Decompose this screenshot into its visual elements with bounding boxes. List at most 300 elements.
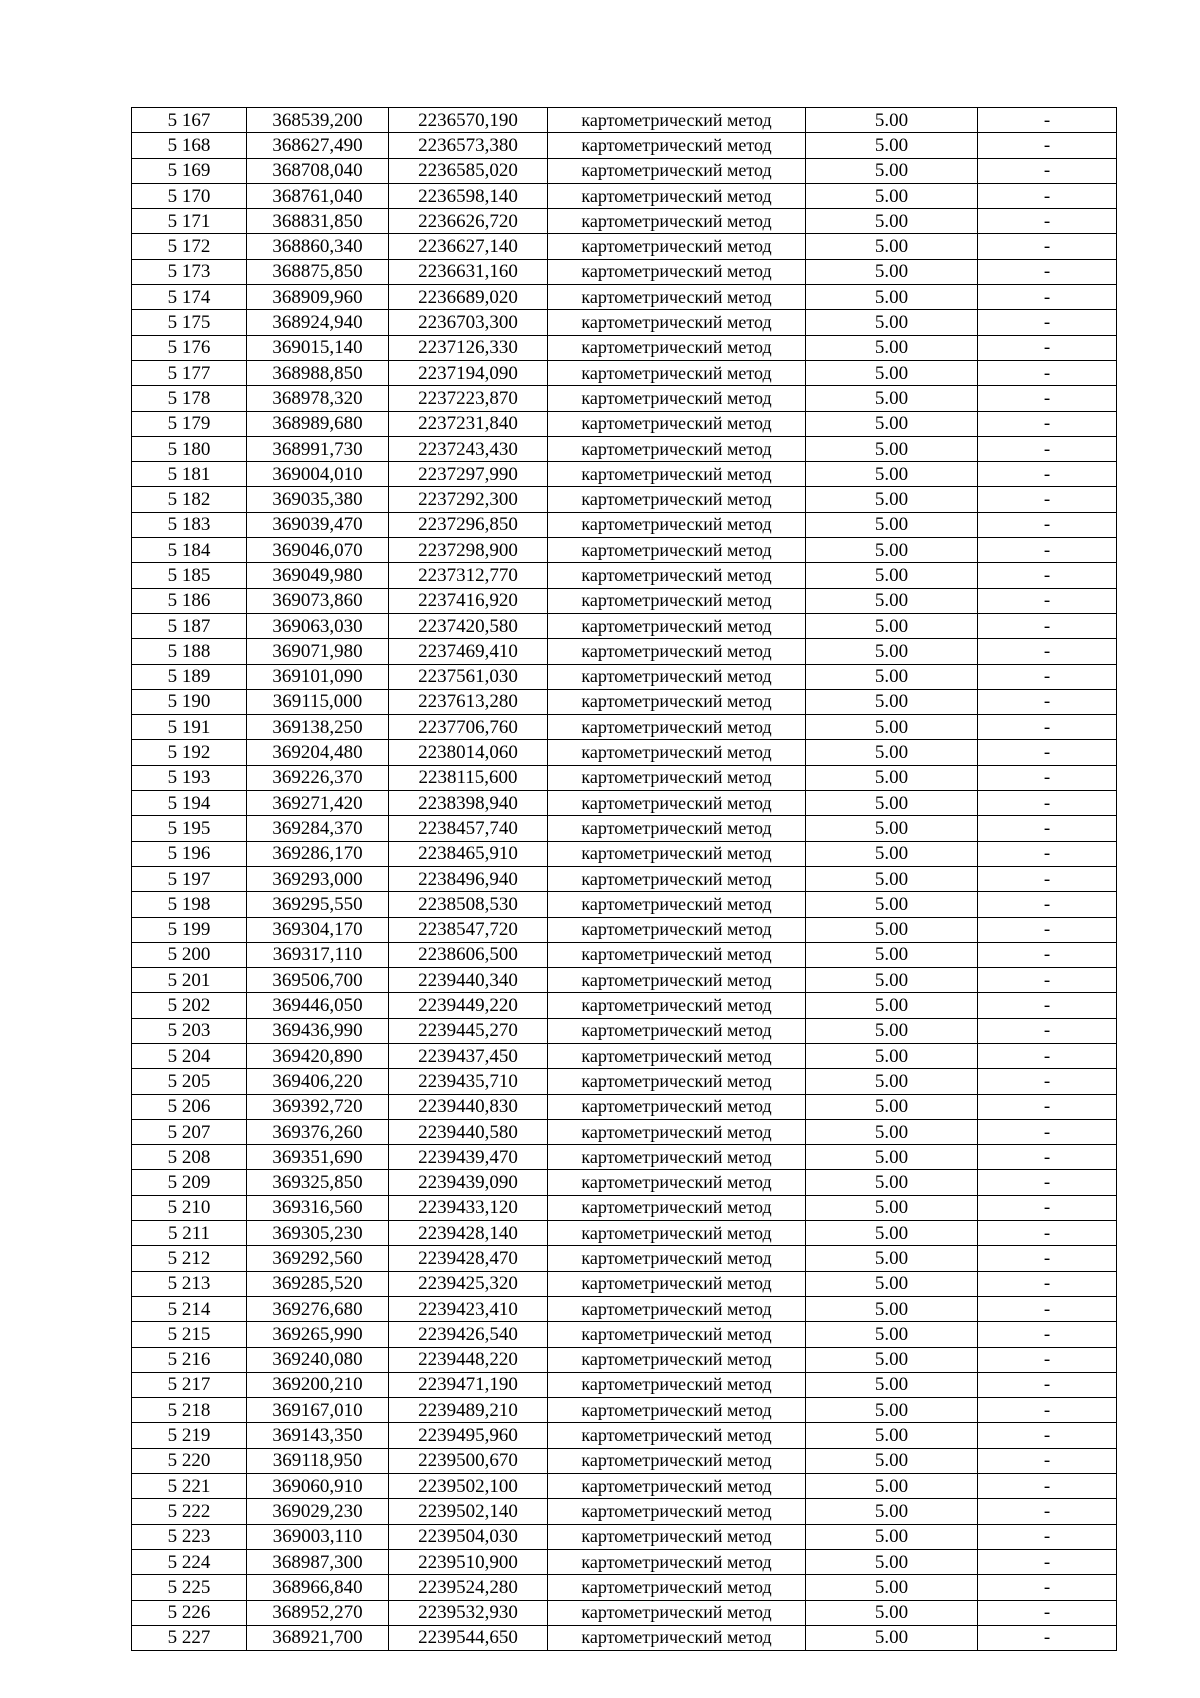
point-number-cell: 5 210 xyxy=(132,1195,247,1220)
description-cell: - xyxy=(978,1474,1117,1499)
x-coordinate-cell: 368987,300 xyxy=(247,1549,389,1574)
y-coordinate-cell: 2236573,380 xyxy=(389,133,548,158)
table-row xyxy=(132,917,1117,942)
point-number-cell: 5 187 xyxy=(132,613,247,638)
accuracy-cell: 5.00 xyxy=(806,183,978,208)
table-row xyxy=(132,310,1117,335)
x-coordinate-cell: 369293,000 xyxy=(247,866,389,891)
table-row xyxy=(132,1347,1117,1372)
y-coordinate-cell: 2239439,470 xyxy=(389,1145,548,1170)
description-cell: - xyxy=(978,1018,1117,1043)
table-row xyxy=(132,512,1117,537)
y-coordinate-cell: 2239489,210 xyxy=(389,1398,548,1423)
x-coordinate-cell: 368966,840 xyxy=(247,1575,389,1600)
x-coordinate-cell: 369420,890 xyxy=(247,1043,389,1068)
y-coordinate-cell: 2239433,120 xyxy=(389,1195,548,1220)
x-coordinate-cell: 369003,110 xyxy=(247,1524,389,1549)
method-cell: картометрический метод xyxy=(548,1499,806,1524)
description-cell: - xyxy=(978,411,1117,436)
method-cell: картометрический метод xyxy=(548,1347,806,1372)
table-row xyxy=(132,1094,1117,1119)
y-coordinate-cell: 2237126,330 xyxy=(389,335,548,360)
description-cell: - xyxy=(978,1372,1117,1397)
point-number-cell: 5 217 xyxy=(132,1372,247,1397)
method-cell: картометрический метод xyxy=(548,386,806,411)
description-cell: - xyxy=(978,259,1117,284)
accuracy-cell: 5.00 xyxy=(806,892,978,917)
method-cell: картометрический метод xyxy=(548,968,806,993)
point-number-cell: 5 219 xyxy=(132,1423,247,1448)
method-cell: картометрический метод xyxy=(548,942,806,967)
table-row xyxy=(132,1043,1117,1068)
point-number-cell: 5 167 xyxy=(132,108,247,133)
table-row xyxy=(132,816,1117,841)
y-coordinate-cell: 2239448,220 xyxy=(389,1347,548,1372)
x-coordinate-cell: 369029,230 xyxy=(247,1499,389,1524)
accuracy-cell: 5.00 xyxy=(806,588,978,613)
y-coordinate-cell: 2236585,020 xyxy=(389,158,548,183)
description-cell: - xyxy=(978,310,1117,335)
accuracy-cell: 5.00 xyxy=(806,1145,978,1170)
accuracy-cell: 5.00 xyxy=(806,1372,978,1397)
method-cell: картометрический метод xyxy=(548,360,806,385)
description-cell: - xyxy=(978,841,1117,866)
description-cell: - xyxy=(978,335,1117,360)
description-cell: - xyxy=(978,639,1117,664)
x-coordinate-cell: 369118,950 xyxy=(247,1448,389,1473)
method-cell: картометрический метод xyxy=(548,259,806,284)
table-row xyxy=(132,639,1117,664)
point-number-cell: 5 215 xyxy=(132,1322,247,1347)
description-cell: - xyxy=(978,1423,1117,1448)
description-cell: - xyxy=(978,1119,1117,1144)
y-coordinate-cell: 2236703,300 xyxy=(389,310,548,335)
method-cell: картометрический метод xyxy=(548,892,806,917)
description-cell: - xyxy=(978,563,1117,588)
accuracy-cell: 5.00 xyxy=(806,1271,978,1296)
description-cell: - xyxy=(978,1271,1117,1296)
table-row xyxy=(132,335,1117,360)
method-cell: картометрический метод xyxy=(548,462,806,487)
x-coordinate-cell: 368909,960 xyxy=(247,285,389,310)
accuracy-cell: 5.00 xyxy=(806,133,978,158)
accuracy-cell: 5.00 xyxy=(806,1499,978,1524)
method-cell: картометрический метод xyxy=(548,411,806,436)
y-coordinate-cell: 2239502,100 xyxy=(389,1474,548,1499)
point-number-cell: 5 207 xyxy=(132,1119,247,1144)
method-cell: картометрический метод xyxy=(548,1119,806,1144)
y-coordinate-cell: 2239440,830 xyxy=(389,1094,548,1119)
point-number-cell: 5 196 xyxy=(132,841,247,866)
table-row xyxy=(132,183,1117,208)
point-number-cell: 5 176 xyxy=(132,335,247,360)
method-cell: картометрический метод xyxy=(548,841,806,866)
point-number-cell: 5 203 xyxy=(132,1018,247,1043)
description-cell: - xyxy=(978,487,1117,512)
table-row xyxy=(132,689,1117,714)
point-number-cell: 5 222 xyxy=(132,1499,247,1524)
y-coordinate-cell: 2238508,530 xyxy=(389,892,548,917)
point-number-cell: 5 221 xyxy=(132,1474,247,1499)
accuracy-cell: 5.00 xyxy=(806,1195,978,1220)
x-coordinate-cell: 369049,980 xyxy=(247,563,389,588)
point-number-cell: 5 190 xyxy=(132,689,247,714)
x-coordinate-cell: 369295,550 xyxy=(247,892,389,917)
description-cell: - xyxy=(978,133,1117,158)
accuracy-cell: 5.00 xyxy=(806,1069,978,1094)
point-number-cell: 5 199 xyxy=(132,917,247,942)
accuracy-cell: 5.00 xyxy=(806,1600,978,1625)
table-row xyxy=(132,841,1117,866)
point-number-cell: 5 225 xyxy=(132,1575,247,1600)
coordinates-table xyxy=(131,107,1117,1651)
table-row xyxy=(132,158,1117,183)
x-coordinate-cell: 369446,050 xyxy=(247,993,389,1018)
table-row xyxy=(132,1372,1117,1397)
description-cell: - xyxy=(978,942,1117,967)
description-cell: - xyxy=(978,1094,1117,1119)
accuracy-cell: 5.00 xyxy=(806,841,978,866)
description-cell: - xyxy=(978,462,1117,487)
x-coordinate-cell: 369204,480 xyxy=(247,740,389,765)
point-number-cell: 5 177 xyxy=(132,360,247,385)
method-cell: картометрический метод xyxy=(548,613,806,638)
description-cell: - xyxy=(978,816,1117,841)
table-row xyxy=(132,360,1117,385)
description-cell: - xyxy=(978,1246,1117,1271)
y-coordinate-cell: 2237298,900 xyxy=(389,538,548,563)
table-row xyxy=(132,285,1117,310)
y-coordinate-cell: 2236627,140 xyxy=(389,234,548,259)
table-row xyxy=(132,993,1117,1018)
table-row xyxy=(132,1069,1117,1094)
description-cell: - xyxy=(978,183,1117,208)
y-coordinate-cell: 2239471,190 xyxy=(389,1372,548,1397)
x-coordinate-cell: 369304,170 xyxy=(247,917,389,942)
accuracy-cell: 5.00 xyxy=(806,664,978,689)
coordinates-table-body xyxy=(132,108,1117,1651)
table-row xyxy=(132,108,1117,133)
accuracy-cell: 5.00 xyxy=(806,1322,978,1347)
accuracy-cell: 5.00 xyxy=(806,942,978,967)
x-coordinate-cell: 369200,210 xyxy=(247,1372,389,1397)
x-coordinate-cell: 368539,200 xyxy=(247,108,389,133)
table-row xyxy=(132,462,1117,487)
x-coordinate-cell: 369292,560 xyxy=(247,1246,389,1271)
point-number-cell: 5 205 xyxy=(132,1069,247,1094)
point-number-cell: 5 218 xyxy=(132,1398,247,1423)
x-coordinate-cell: 369284,370 xyxy=(247,816,389,841)
x-coordinate-cell: 369167,010 xyxy=(247,1398,389,1423)
point-number-cell: 5 172 xyxy=(132,234,247,259)
method-cell: картометрический метод xyxy=(548,1625,806,1650)
accuracy-cell: 5.00 xyxy=(806,613,978,638)
description-cell: - xyxy=(978,1499,1117,1524)
description-cell: - xyxy=(978,436,1117,461)
description-cell: - xyxy=(978,715,1117,740)
accuracy-cell: 5.00 xyxy=(806,1625,978,1650)
method-cell: картометрический метод xyxy=(548,158,806,183)
accuracy-cell: 5.00 xyxy=(806,209,978,234)
x-coordinate-cell: 369316,560 xyxy=(247,1195,389,1220)
table-row xyxy=(132,563,1117,588)
table-row xyxy=(132,715,1117,740)
method-cell: картометрический метод xyxy=(548,1372,806,1397)
accuracy-cell: 5.00 xyxy=(806,1347,978,1372)
table-row xyxy=(132,664,1117,689)
description-cell: - xyxy=(978,664,1117,689)
table-row xyxy=(132,386,1117,411)
accuracy-cell: 5.00 xyxy=(806,158,978,183)
method-cell: картометрический метод xyxy=(548,310,806,335)
method-cell: картометрический метод xyxy=(548,1170,806,1195)
table-row xyxy=(132,1119,1117,1144)
accuracy-cell: 5.00 xyxy=(806,335,978,360)
accuracy-cell: 5.00 xyxy=(806,538,978,563)
x-coordinate-cell: 368921,700 xyxy=(247,1625,389,1650)
x-coordinate-cell: 369285,520 xyxy=(247,1271,389,1296)
x-coordinate-cell: 369376,260 xyxy=(247,1119,389,1144)
y-coordinate-cell: 2239428,140 xyxy=(389,1221,548,1246)
point-number-cell: 5 186 xyxy=(132,588,247,613)
method-cell: картометрический метод xyxy=(548,791,806,816)
table-row xyxy=(132,1246,1117,1271)
method-cell: картометрический метод xyxy=(548,1600,806,1625)
method-cell: картометрический метод xyxy=(548,133,806,158)
x-coordinate-cell: 369063,030 xyxy=(247,613,389,638)
description-cell: - xyxy=(978,1145,1117,1170)
x-coordinate-cell: 369265,990 xyxy=(247,1322,389,1347)
accuracy-cell: 5.00 xyxy=(806,310,978,335)
accuracy-cell: 5.00 xyxy=(806,487,978,512)
method-cell: картометрический метод xyxy=(548,1246,806,1271)
accuracy-cell: 5.00 xyxy=(806,816,978,841)
accuracy-cell: 5.00 xyxy=(806,108,978,133)
accuracy-cell: 5.00 xyxy=(806,462,978,487)
method-cell: картометрический метод xyxy=(548,1524,806,1549)
point-number-cell: 5 208 xyxy=(132,1145,247,1170)
table-row xyxy=(132,259,1117,284)
accuracy-cell: 5.00 xyxy=(806,234,978,259)
accuracy-cell: 5.00 xyxy=(806,993,978,1018)
accuracy-cell: 5.00 xyxy=(806,1423,978,1448)
table-row xyxy=(132,1600,1117,1625)
y-coordinate-cell: 2238115,600 xyxy=(389,765,548,790)
x-coordinate-cell: 369276,680 xyxy=(247,1296,389,1321)
point-number-cell: 5 224 xyxy=(132,1549,247,1574)
method-cell: картометрический метод xyxy=(548,1296,806,1321)
description-cell: - xyxy=(978,993,1117,1018)
table-row xyxy=(132,613,1117,638)
accuracy-cell: 5.00 xyxy=(806,1043,978,1068)
point-number-cell: 5 178 xyxy=(132,386,247,411)
description-cell: - xyxy=(978,158,1117,183)
point-number-cell: 5 170 xyxy=(132,183,247,208)
x-coordinate-cell: 369351,690 xyxy=(247,1145,389,1170)
y-coordinate-cell: 2237706,760 xyxy=(389,715,548,740)
x-coordinate-cell: 369039,470 xyxy=(247,512,389,537)
y-coordinate-cell: 2237223,870 xyxy=(389,386,548,411)
table-row xyxy=(132,765,1117,790)
method-cell: картометрический метод xyxy=(548,335,806,360)
x-coordinate-cell: 369138,250 xyxy=(247,715,389,740)
x-coordinate-cell: 368708,040 xyxy=(247,158,389,183)
y-coordinate-cell: 2238465,910 xyxy=(389,841,548,866)
point-number-cell: 5 204 xyxy=(132,1043,247,1068)
table-row xyxy=(132,1423,1117,1448)
description-cell: - xyxy=(978,386,1117,411)
method-cell: картометрический метод xyxy=(548,1145,806,1170)
point-number-cell: 5 214 xyxy=(132,1296,247,1321)
description-cell: - xyxy=(978,740,1117,765)
table-row xyxy=(132,1549,1117,1574)
point-number-cell: 5 226 xyxy=(132,1600,247,1625)
accuracy-cell: 5.00 xyxy=(806,1296,978,1321)
method-cell: картометрический метод xyxy=(548,1043,806,1068)
description-cell: - xyxy=(978,791,1117,816)
table-row xyxy=(132,1575,1117,1600)
table-row xyxy=(132,1195,1117,1220)
description-cell: - xyxy=(978,1524,1117,1549)
accuracy-cell: 5.00 xyxy=(806,1575,978,1600)
y-coordinate-cell: 2237561,030 xyxy=(389,664,548,689)
point-number-cell: 5 216 xyxy=(132,1347,247,1372)
y-coordinate-cell: 2236689,020 xyxy=(389,285,548,310)
y-coordinate-cell: 2238014,060 xyxy=(389,740,548,765)
x-coordinate-cell: 369035,380 xyxy=(247,487,389,512)
table-row xyxy=(132,133,1117,158)
method-cell: картометрический метод xyxy=(548,487,806,512)
x-coordinate-cell: 369115,000 xyxy=(247,689,389,714)
x-coordinate-cell: 369436,990 xyxy=(247,1018,389,1043)
table-row xyxy=(132,209,1117,234)
point-number-cell: 5 182 xyxy=(132,487,247,512)
description-cell: - xyxy=(978,1296,1117,1321)
point-number-cell: 5 179 xyxy=(132,411,247,436)
x-coordinate-cell: 369271,420 xyxy=(247,791,389,816)
table-row xyxy=(132,538,1117,563)
y-coordinate-cell: 2238457,740 xyxy=(389,816,548,841)
accuracy-cell: 5.00 xyxy=(806,360,978,385)
point-number-cell: 5 212 xyxy=(132,1246,247,1271)
accuracy-cell: 5.00 xyxy=(806,740,978,765)
y-coordinate-cell: 2236631,160 xyxy=(389,259,548,284)
y-coordinate-cell: 2239425,320 xyxy=(389,1271,548,1296)
x-coordinate-cell: 369317,110 xyxy=(247,942,389,967)
accuracy-cell: 5.00 xyxy=(806,1018,978,1043)
x-coordinate-cell: 368978,320 xyxy=(247,386,389,411)
x-coordinate-cell: 368924,940 xyxy=(247,310,389,335)
description-cell: - xyxy=(978,1322,1117,1347)
table-row xyxy=(132,1296,1117,1321)
table-row xyxy=(132,740,1117,765)
table-row xyxy=(132,1322,1117,1347)
description-cell: - xyxy=(978,613,1117,638)
method-cell: картометрический метод xyxy=(548,183,806,208)
y-coordinate-cell: 2236570,190 xyxy=(389,108,548,133)
method-cell: картометрический метод xyxy=(548,866,806,891)
accuracy-cell: 5.00 xyxy=(806,1524,978,1549)
table-row xyxy=(132,1398,1117,1423)
table-row xyxy=(132,411,1117,436)
y-coordinate-cell: 2237420,580 xyxy=(389,613,548,638)
x-coordinate-cell: 369015,140 xyxy=(247,335,389,360)
point-number-cell: 5 171 xyxy=(132,209,247,234)
description-cell: - xyxy=(978,360,1117,385)
description-cell: - xyxy=(978,512,1117,537)
method-cell: картометрический метод xyxy=(548,740,806,765)
accuracy-cell: 5.00 xyxy=(806,1170,978,1195)
description-cell: - xyxy=(978,1549,1117,1574)
description-cell: - xyxy=(978,588,1117,613)
table-row xyxy=(132,892,1117,917)
table-row xyxy=(132,1145,1117,1170)
y-coordinate-cell: 2239502,140 xyxy=(389,1499,548,1524)
x-coordinate-cell: 369305,230 xyxy=(247,1221,389,1246)
point-number-cell: 5 174 xyxy=(132,285,247,310)
point-number-cell: 5 173 xyxy=(132,259,247,284)
method-cell: картометрический метод xyxy=(548,816,806,841)
accuracy-cell: 5.00 xyxy=(806,436,978,461)
y-coordinate-cell: 2238547,720 xyxy=(389,917,548,942)
y-coordinate-cell: 2239445,270 xyxy=(389,1018,548,1043)
accuracy-cell: 5.00 xyxy=(806,1246,978,1271)
description-cell: - xyxy=(978,1195,1117,1220)
accuracy-cell: 5.00 xyxy=(806,765,978,790)
method-cell: картометрический метод xyxy=(548,1094,806,1119)
point-number-cell: 5 191 xyxy=(132,715,247,740)
x-coordinate-cell: 369046,070 xyxy=(247,538,389,563)
table-row xyxy=(132,791,1117,816)
y-coordinate-cell: 2239426,540 xyxy=(389,1322,548,1347)
y-coordinate-cell: 2237613,280 xyxy=(389,689,548,714)
x-coordinate-cell: 368831,850 xyxy=(247,209,389,234)
accuracy-cell: 5.00 xyxy=(806,866,978,891)
accuracy-cell: 5.00 xyxy=(806,563,978,588)
point-number-cell: 5 192 xyxy=(132,740,247,765)
accuracy-cell: 5.00 xyxy=(806,512,978,537)
accuracy-cell: 5.00 xyxy=(806,1221,978,1246)
description-cell: - xyxy=(978,1600,1117,1625)
method-cell: картометрический метод xyxy=(548,1423,806,1448)
point-number-cell: 5 197 xyxy=(132,866,247,891)
accuracy-cell: 5.00 xyxy=(806,1474,978,1499)
table-row xyxy=(132,1499,1117,1524)
table-row xyxy=(132,1018,1117,1043)
point-number-cell: 5 184 xyxy=(132,538,247,563)
x-coordinate-cell: 369406,220 xyxy=(247,1069,389,1094)
point-number-cell: 5 213 xyxy=(132,1271,247,1296)
method-cell: картометрический метод xyxy=(548,538,806,563)
description-cell: - xyxy=(978,1069,1117,1094)
x-coordinate-cell: 368952,270 xyxy=(247,1600,389,1625)
table-row xyxy=(132,1625,1117,1650)
point-number-cell: 5 169 xyxy=(132,158,247,183)
method-cell: картометрический метод xyxy=(548,1549,806,1574)
accuracy-cell: 5.00 xyxy=(806,386,978,411)
accuracy-cell: 5.00 xyxy=(806,917,978,942)
method-cell: картометрический метод xyxy=(548,689,806,714)
y-coordinate-cell: 2239435,710 xyxy=(389,1069,548,1094)
x-coordinate-cell: 368627,490 xyxy=(247,133,389,158)
y-coordinate-cell: 2239532,930 xyxy=(389,1600,548,1625)
table-row xyxy=(132,487,1117,512)
y-coordinate-cell: 2237296,850 xyxy=(389,512,548,537)
table-row xyxy=(132,1271,1117,1296)
y-coordinate-cell: 2237416,920 xyxy=(389,588,548,613)
table-row xyxy=(132,234,1117,259)
point-number-cell: 5 201 xyxy=(132,968,247,993)
